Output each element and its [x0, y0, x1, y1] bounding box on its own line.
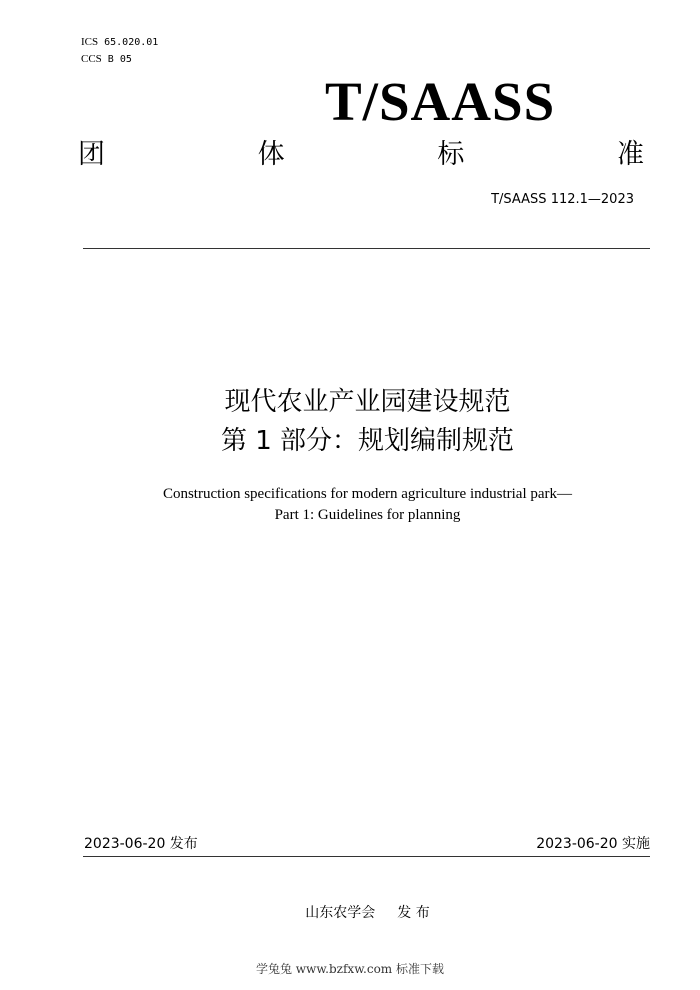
- kind-char: 准: [616, 139, 644, 170]
- standard-kind: [78, 135, 644, 175]
- cn-title-line1: 现代农业产业园建设规范: [224, 387, 511, 417]
- issuer-action: 发 布: [397, 905, 430, 921]
- en-title-line2: Part 1: Guidelines for planning: [274, 507, 461, 523]
- ccs-value: B 05: [107, 54, 132, 65]
- publish-date: 2023-06-20 发布: [84, 836, 198, 852]
- implement-date: 2023-06-20 实施: [536, 836, 650, 852]
- footer-watermark: 学兔兔 www.bzfxw.com 标准下载: [255, 962, 445, 976]
- kind-char: 体: [257, 139, 285, 170]
- ics-code: [81, 35, 158, 50]
- issuer-name: 山东农学会: [305, 905, 376, 921]
- kind-char: 团: [78, 139, 105, 170]
- bottom-divider: [83, 856, 650, 857]
- top-divider: [83, 248, 650, 249]
- standard-logo: T/SAASS: [325, 71, 556, 132]
- cn-title-line2: 第 1 部分：规划编制规范: [220, 426, 515, 456]
- ccs-code: [81, 52, 132, 67]
- ics-label: ICS: [81, 36, 99, 48]
- kind-char: 标: [437, 139, 465, 170]
- ics-value: 65.020.01: [104, 37, 159, 48]
- en-title-line1: Construction specifications for modern agriculture industrial park—: [162, 486, 573, 502]
- issuer: [0, 903, 700, 923]
- standard-number: T/SAASS 112.1—2023: [491, 192, 634, 207]
- ccs-label: CCS: [81, 53, 102, 65]
